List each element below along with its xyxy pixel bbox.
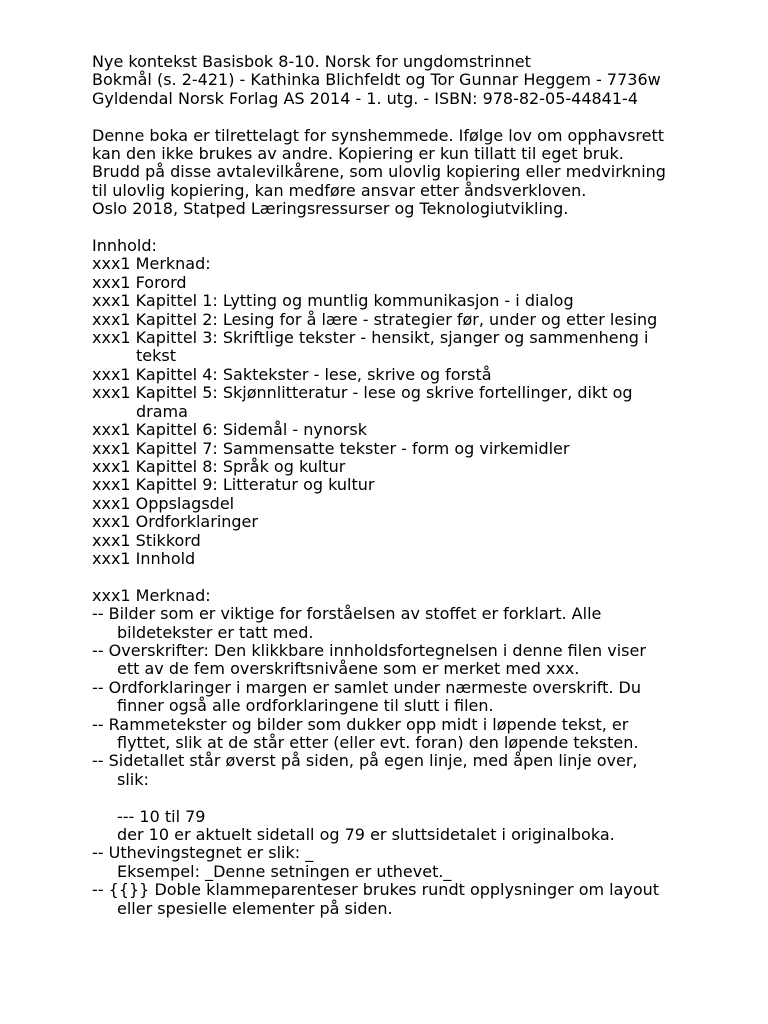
toc-item-stikkord[interactable]: xxx1 Stikkord [92,530,201,550]
notice-line: kan den ikke brukes av andre. Kopiering er kun tillatt til eget bruk. [92,144,624,164]
note-line: Eksempel: _Denne setningen er uthevet._ [117,861,452,881]
notes-heading: xxx1 Merknad: [92,585,211,605]
toc-item-kapittel-3[interactable]: xxx1 Kapittel 3: Skriftlige tekster - hensikt, sjanger og sammenheng i [92,328,649,348]
spacer [92,568,768,586]
spacer [92,108,768,126]
toc-item-merknad[interactable]: xxx1 Merknad: [92,254,211,274]
note-line: -- Overskrifter: Den klikkbare innholdsfortegnelsen i denne filen viser [92,640,646,660]
toc-item-ordforklaringer[interactable]: xxx1 Ordforklaringer [92,512,258,532]
book-publisher-line: Gyldendal Norsk Forlag AS 2014 - 1. utg. - ISBN: 978-82-05-44841-4 [92,88,638,108]
toc-item-oppslagsdel[interactable]: xxx1 Oppslagsdel [92,493,235,513]
notice-line: til ulovlig kopiering, kan medføre ansvar etter åndsverkloven. [92,180,587,200]
toc-item-kapittel-3-continued[interactable]: tekst [136,346,176,366]
toc-heading: Innhold: [92,236,157,256]
note-line: --- 10 til 79 [117,806,206,826]
header-block [92,53,768,108]
note-line: -- {{}} Doble klammeparenteser brukes rundt opplysninger om layout [92,880,660,900]
toc-item-kapittel-6[interactable]: xxx1 Kapittel 6: Sidemål - nynorsk [92,420,367,440]
notes-section [92,587,768,918]
toc-item-kapittel-9[interactable]: xxx1 Kapittel 9: Litteratur og kultur [92,475,375,495]
table-of-contents [92,237,768,568]
note-line: ett av de fem overskriftsnivåene som er merket med xxx. [117,659,580,679]
toc-item-kapittel-1[interactable]: xxx1 Kapittel 1: Lytting og muntlig kommunikasjon - i dialog [92,291,574,311]
toc-item-kapittel-8[interactable]: xxx1 Kapittel 8: Språk og kultur [92,456,346,476]
toc-item-kapittel-4[interactable]: xxx1 Kapittel 4: Saktekster - lese, skrive og forstå [92,364,492,384]
notice-line: Oslo 2018, Statped Læringsressurser og Teknologiutvikling. [92,199,569,219]
book-author-line: Bokmål (s. 2-421) - Kathinka Blichfeldt og Tor Gunnar Heggem - 7736w [92,70,661,90]
notice-line: Brudd på disse avtalevilkårene, som ulovlig kopiering eller medvirkning [92,162,666,182]
spacer [92,219,768,237]
note-line: finner også alle ordforklaringene til slutt i filen. [117,696,494,716]
note-line: flyttet, slik at de står etter (eller evt. foran) den løpende teksten. [117,732,639,752]
notice-line: Denne boka er tilrettelagt for synshemmede. Ifølge lov om opphavsrett [92,125,665,145]
toc-item-innhold[interactable]: xxx1 Innhold [92,548,196,568]
book-title-line: Nye kontekst Basisbok 8-10. Norsk for ungdomstrinnet [92,52,531,71]
toc-item-kapittel-7[interactable]: xxx1 Kapittel 7: Sammensatte tekster - form og virkemidler [92,438,570,458]
note-line: der 10 er aktuelt sidetall og 79 er sluttsidetalet i originalboka. [117,825,615,844]
spacer [92,789,768,807]
note-line: slik: [117,769,149,789]
note-line: bildetekster er tatt med. [117,622,314,642]
copyright-notice [92,127,768,219]
toc-item-forord[interactable]: xxx1 Forord [92,272,187,292]
note-line: -- Uthevingstegnet er slik: _ [92,843,314,863]
note-line: -- Sidetallet står øverst på siden, på egen linje, med åpen linje over, [92,751,638,771]
toc-item-kapittel-5[interactable]: xxx1 Kapittel 5: Skjønnlitteratur - lese og skrive fortellinger, dikt og [92,383,633,403]
note-line: -- Bilder som er viktige for forståelsen av stoffet er forklart. Alle [92,604,602,624]
note-line: eller spesielle elementer på siden. [117,898,393,918]
note-line: -- Rammetekster og bilder som dukker opp midt i løpende tekst, er [92,714,629,734]
note-line: -- Ordforklaringer i margen er samlet under nærmeste overskrift. Du [92,677,641,697]
toc-item-kapittel-2[interactable]: xxx1 Kapittel 2: Lesing for å lære - strategier før, under og etter lesing [92,309,658,329]
toc-item-kapittel-5-continued[interactable]: drama [136,401,188,421]
